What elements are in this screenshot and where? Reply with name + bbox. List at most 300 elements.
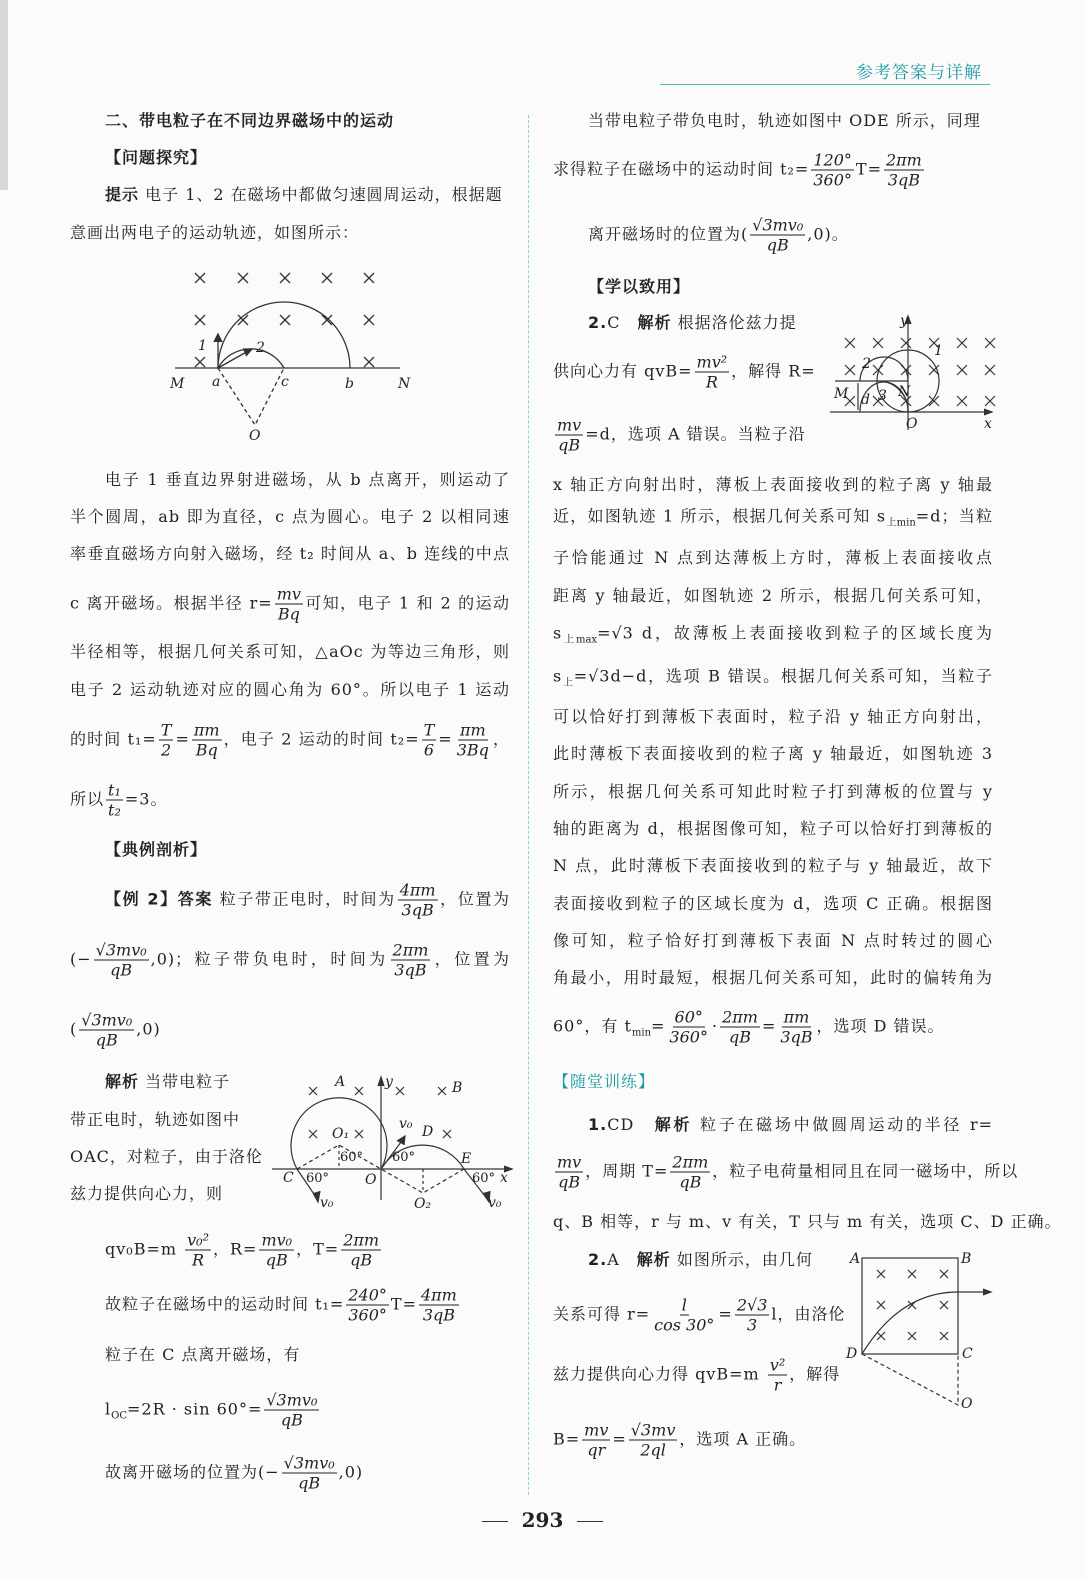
fraction [275, 585, 303, 624]
text-run: 半个圆周，ab 即为直径，c 点为圆心。电子 2 以相同速 [70, 507, 510, 526]
denominator: 360° [669, 1027, 708, 1047]
denominator: 360° [348, 1305, 387, 1325]
subscript: min [631, 1027, 652, 1039]
text-line [70, 223, 359, 243]
fraction [341, 1231, 381, 1270]
label-x: x [500, 1170, 508, 1186]
fraction [264, 1391, 319, 1430]
text-run: 粒子带正电时，时间为 [212, 889, 396, 909]
text-run: ，选项 D 错误。 [816, 1016, 945, 1036]
label-M: M [834, 386, 849, 402]
fraction [192, 721, 222, 760]
denominator: 360° [813, 170, 852, 190]
text-line [553, 586, 993, 606]
text-line [105, 881, 510, 920]
text-run: 粒子在磁场中做圆周运动的半径 r= [692, 1115, 993, 1134]
text-run: 所以 [70, 789, 105, 809]
numerator: 2√3 [736, 1295, 768, 1315]
fraction [778, 1008, 814, 1047]
fraction [106, 781, 123, 820]
fraction [419, 1286, 459, 1325]
text-run: ， [492, 729, 510, 749]
bold-label: 【例 2】答案 [105, 889, 213, 909]
denominator: 3qB [887, 170, 920, 190]
text-run: T= [390, 1294, 417, 1314]
text-run: 60°，有 t [553, 1016, 632, 1036]
text-run: ，粒子电荷量相同且在同一磁场中，所以 [712, 1161, 1019, 1181]
label-d: d [861, 392, 870, 408]
fraction [750, 216, 805, 255]
text-line [553, 782, 993, 802]
text-run: ，R= [213, 1239, 258, 1259]
text-line [553, 1152, 1019, 1192]
text-line [553, 1212, 1062, 1232]
fraction [94, 941, 149, 980]
text-run: = [175, 729, 190, 749]
label-track-3: 3 [878, 388, 887, 404]
text-run: ,0)；粒子带负电时，时间为 [150, 949, 389, 969]
field-cross-mark [364, 357, 374, 367]
text-run: 表面接收到粒子的区域长度为 d，选项 C 正确。根据图 [553, 894, 993, 913]
fraction [159, 721, 174, 760]
fraction [670, 1153, 710, 1192]
subscript: 上min [886, 517, 916, 529]
denominator: r [773, 1375, 782, 1395]
text-line [105, 1345, 300, 1365]
fraction [391, 941, 431, 980]
text-run: 兹力提供向心力得 qvB=m [553, 1364, 766, 1384]
denominator: 3qB [780, 1027, 813, 1047]
field-cross-mark [985, 338, 995, 348]
text-run: OAC，对粒子，由于洛伦 [70, 1147, 263, 1166]
label-track-1: 1 [198, 338, 207, 354]
text-line [105, 1391, 321, 1430]
bold-label: 解析 [105, 1072, 140, 1091]
label-M: M [170, 376, 185, 392]
numerator: 2πm [343, 1230, 380, 1250]
denominator: 3qB [401, 900, 434, 920]
text-line [553, 548, 993, 568]
text-run: =d，选项 A 错误。当粒子沿 [585, 424, 806, 444]
text-line [553, 856, 993, 876]
text-run: = [651, 1016, 666, 1036]
text-run: l，由洛伦 [771, 1304, 846, 1324]
angle-e: 60° [472, 1171, 496, 1186]
numerator: 2πm [672, 1152, 709, 1172]
text-run: 距离 y 轴最近，如图轨迹 2 所示，根据几何关系可知， [553, 586, 993, 605]
text-run: C [607, 313, 638, 332]
bold-label: 二、带电粒子在不同边界磁场中的运动 [105, 111, 395, 130]
text-line [70, 1110, 240, 1130]
bold-label: 2. [588, 1250, 608, 1269]
text-run: CD [607, 1115, 655, 1134]
text-run: 可以恰好打到薄板下表面时，粒子沿 y 轴正方向射出， [553, 707, 993, 726]
text-run: ，选项 A 正确。 [679, 1429, 807, 1449]
label-b: b [345, 376, 354, 392]
text-run: =2R · sin 60°= [126, 1399, 263, 1419]
text-run: 近，如图轨迹 1 所示，根据几何关系可知 s [553, 506, 887, 526]
fraction [768, 1356, 787, 1395]
text-line [553, 624, 993, 651]
subscript: 上max [562, 634, 598, 646]
text-line [553, 1356, 840, 1395]
text-line [588, 216, 849, 255]
text-run: = [718, 1304, 733, 1324]
label-B: B [961, 1251, 972, 1267]
numerator: v₀² [187, 1230, 209, 1250]
text-line [70, 642, 510, 662]
text-run: N 点，此时薄板下表面接收到的粒子与 y 轴最近，故下 [553, 856, 993, 875]
denominator: qB [766, 235, 789, 255]
label-O: O [906, 416, 918, 432]
numerator: l [681, 1295, 687, 1315]
field-cross-mark [364, 273, 374, 283]
text-run: =√3d−d，选项 B 错误。根据几何关系可知，当粒子 [573, 666, 994, 686]
fraction [555, 416, 583, 455]
denominator: qB [729, 1027, 751, 1047]
bold-label: 解析 [637, 313, 672, 332]
numerator: 2πm [722, 1007, 758, 1027]
field-cross-mark [195, 357, 205, 367]
label-N: N [898, 384, 911, 400]
text-run: 兹力提供向心力，则 [70, 1184, 224, 1203]
numerator: √3mv₀ [266, 1390, 318, 1410]
label-c: c [281, 374, 289, 390]
denominator: Bq [277, 604, 300, 624]
fraction [735, 1296, 770, 1335]
denominator: R [705, 372, 718, 392]
label-O: O [365, 1172, 377, 1188]
text-line [588, 1115, 993, 1135]
label-C: C [962, 1346, 973, 1362]
text-line [70, 1011, 161, 1050]
fraction [422, 721, 437, 760]
numerator: 120° [813, 150, 852, 170]
text-run: q、B 相等，r 与 m、v 有关，T 只与 m 有关，选项 C、D 正确。 [553, 1212, 1062, 1231]
numerator: 60° [674, 1007, 703, 1027]
denominator: qB [350, 1250, 373, 1270]
denominator: Bq [195, 740, 218, 760]
label-D: D [846, 1346, 858, 1362]
bold-label: 提示 [105, 185, 140, 204]
text-line [70, 507, 510, 527]
text-run: 电子 2 运动轨迹对应的圆心角为 60°。所以电子 1 运动 [70, 680, 510, 699]
text-line [553, 931, 993, 951]
text-line [588, 277, 690, 297]
header-title: 参考答案与详解 [856, 63, 982, 83]
text-run: s [553, 623, 563, 643]
label-E: E [461, 1151, 472, 1167]
numerator: T [160, 720, 172, 740]
denominator: t₂ [108, 800, 121, 820]
bold-label: 【问题探究】 [105, 148, 208, 167]
numerator: mv [557, 1152, 582, 1172]
label-O1: O₁ [332, 1126, 350, 1142]
text-line [105, 148, 207, 168]
field-cross-mark [322, 315, 332, 325]
text-run: 故离开磁场的位置为(− [105, 1462, 280, 1482]
text-line [105, 470, 510, 490]
label-O: O [249, 428, 261, 444]
fraction [555, 1153, 583, 1192]
text-line [553, 1072, 655, 1092]
text-line [553, 507, 993, 534]
numerator: 240° [348, 1285, 387, 1305]
page-number-text: 293 [521, 1508, 564, 1532]
text-run: = [761, 1016, 777, 1036]
numerator: mv² [696, 352, 728, 372]
text-run: ，T= [296, 1239, 340, 1259]
denominator: qr [587, 1440, 606, 1460]
text-run: 所示，根据几何关系可知此时粒子打到薄板的位置与 y [553, 782, 993, 801]
text-run: = [612, 1429, 627, 1449]
numerator: πm [193, 720, 220, 740]
text-run: c 离开磁场。根据半径 r= [70, 593, 273, 613]
numerator: 2πm [885, 150, 922, 170]
denominator: cos 30° [654, 1315, 715, 1335]
text-line [70, 1184, 223, 1204]
bold-label: 2. [588, 313, 608, 332]
numerator: T [423, 720, 435, 740]
text-line [553, 968, 993, 988]
field-cross-mark [280, 273, 290, 283]
subscript: 上 [562, 677, 574, 689]
label-track-2: 2 [256, 340, 265, 356]
text-run: B= [553, 1429, 581, 1449]
page-number [0, 1508, 1085, 1532]
label-A: A [850, 1251, 861, 1267]
text-run: 当带电粒子带负电时，轨迹如图中 ODE 所示，同理 [588, 111, 981, 130]
text-run: (− [70, 949, 92, 969]
text-run: 故粒子在磁场中的运动时间 t₁= [105, 1294, 345, 1314]
text-line [553, 1008, 945, 1047]
field-cross-mark [957, 396, 967, 406]
fraction [695, 353, 730, 392]
text-line [105, 111, 394, 131]
label-D: D [422, 1124, 434, 1140]
header-rule [660, 84, 990, 85]
denominator: qB [558, 435, 581, 455]
label-O2: O₂ [414, 1196, 432, 1212]
denominator: qB [110, 960, 133, 980]
numerator: v² [769, 1355, 786, 1375]
text-run: ，周期 T= [585, 1161, 669, 1181]
denominator: qB [95, 1030, 118, 1050]
numerator: 4πm [420, 1285, 457, 1305]
denominator: 2 [161, 740, 172, 760]
text-line [553, 744, 993, 764]
text-line [553, 819, 993, 839]
fraction [667, 1008, 710, 1047]
text-line [553, 475, 993, 495]
text-line [70, 544, 510, 564]
text-run: ( [70, 1019, 78, 1039]
scan-edge [0, 0, 8, 190]
subscript: OC [111, 1410, 127, 1422]
fraction [79, 1011, 134, 1050]
denominator: 3Bq [456, 740, 489, 760]
text-run: =3。 [124, 789, 168, 809]
numerator: mv [584, 1420, 609, 1440]
fraction [455, 721, 491, 760]
field-cross-mark [364, 315, 374, 325]
numerator: √3mv [630, 1420, 676, 1440]
denominator: qB [298, 1473, 321, 1493]
text-run: 如图所示，由几何 [670, 1250, 813, 1269]
denominator: 2ql [640, 1440, 666, 1460]
numerator: √3mv₀ [752, 215, 804, 235]
numerator: t₁ [108, 780, 121, 800]
text-line [105, 1072, 230, 1092]
fraction [811, 151, 854, 190]
text-run: ,0)。 [807, 224, 849, 244]
label-track-1: 1 [934, 343, 943, 359]
fraction [629, 1421, 678, 1460]
label-y: y [385, 1074, 393, 1090]
label-O: O [961, 1396, 973, 1412]
bold-label: 1. [588, 1115, 608, 1134]
fraction [398, 881, 438, 920]
text-line [105, 1454, 363, 1493]
field-cross-mark [957, 338, 967, 348]
field-cross-mark [985, 396, 995, 406]
denominator: 3 [747, 1315, 758, 1335]
text-line [553, 1296, 846, 1335]
text-run: 根据洛伦兹力提 [671, 313, 797, 332]
text-line [105, 1286, 461, 1325]
text-run: 带正电时，轨迹如图中 [70, 1110, 241, 1129]
fraction [346, 1286, 389, 1325]
text-line [70, 585, 510, 624]
fraction [185, 1231, 211, 1270]
text-line [70, 721, 510, 760]
denominator: qB [679, 1172, 702, 1192]
text-line [553, 151, 926, 190]
fraction [884, 151, 924, 190]
numerator: mv [276, 584, 301, 604]
text-run: 角最小，用时最短，根据几何关系可知，此时的偏转角为 [553, 968, 993, 987]
text-line [105, 1231, 383, 1270]
text-line [70, 781, 167, 820]
text-run: 子恰能通过 N 点到达薄板上方时，薄板上表面接收点 [553, 548, 993, 567]
text-line [588, 313, 797, 333]
label-B: B [452, 1080, 463, 1096]
field-cross-mark [280, 315, 290, 325]
field-cross-mark [873, 338, 883, 348]
label-x: x [984, 416, 992, 432]
text-run: ，电子 2 运动的时间 t₂= [223, 729, 420, 749]
fraction [282, 1454, 337, 1493]
label-v0: v₀ [399, 1116, 413, 1132]
text-run: =d；当粒 [915, 506, 993, 526]
field-cross-mark [845, 365, 855, 375]
text-run: 的时间 t₁= [70, 729, 157, 749]
bold-label: 解析 [636, 1250, 671, 1269]
text-run: 轴的距离为 d，根据图像可知，粒子可以恰好打到薄板的 [553, 819, 993, 838]
text-run: 此时薄板下表面接收到的粒子离 y 轴最近，如图轨迹 3 [553, 744, 993, 763]
label-y: y [900, 313, 908, 329]
fraction [259, 1231, 294, 1270]
label-v0-e: v₀ [488, 1195, 502, 1211]
denominator: qB [558, 1172, 581, 1192]
text-run: ，解得 R= [731, 361, 816, 381]
text-run: x 轴正方向射出时，薄板上表面接收到的粒子离 y 轴最 [553, 475, 993, 494]
denominator: 3qB [394, 960, 427, 980]
text-run: ,0) [338, 1462, 364, 1482]
label-track-2: 2 [862, 356, 871, 372]
numerator: 2πm [392, 940, 429, 960]
label-C: C [283, 1170, 294, 1186]
text-line [70, 1147, 263, 1167]
label-a: a [212, 374, 221, 390]
column-divider [528, 115, 529, 1495]
text-run: 电子 1、2 在磁场中都做匀速圆周运动，根据题 [139, 185, 503, 204]
text-run: 意画出两电子的运动轨迹，如图所示： [70, 223, 360, 242]
text-run: qv₀B=m [105, 1239, 184, 1259]
text-line [553, 894, 993, 914]
denominator: R [192, 1250, 205, 1270]
text-line [553, 1421, 806, 1460]
text-line [105, 185, 503, 205]
angle-o: 60° [392, 1150, 416, 1165]
field-cross-mark [322, 273, 332, 283]
text-run: 半径相等，根据几何关系可知，△aOc 为等边三角形，则 [70, 642, 510, 661]
text-run: 当带电粒子 [139, 1072, 231, 1091]
text-run: 粒子在 C 点离开磁场，有 [105, 1345, 301, 1364]
text-run: 像可知，粒子恰好打到薄板下表面 N 点时转过的圆心 [553, 931, 993, 950]
text-run: s [553, 666, 563, 686]
field-cross-mark [845, 338, 855, 348]
field-cross-mark [195, 273, 205, 283]
numerator: √3mv₀ [95, 940, 147, 960]
label-v0-c: v₀ [320, 1195, 334, 1211]
bold-label: 【典例剖析】 [105, 840, 208, 859]
field-cross-mark [957, 365, 967, 375]
text-run: ,0) [136, 1019, 161, 1039]
bold-label: 解析 [654, 1115, 693, 1134]
numerator: mv [557, 415, 582, 435]
text-line [553, 667, 993, 694]
text-run: =√3 d，故薄板上表面接收到粒子的区域长度为 [597, 623, 993, 643]
fraction [582, 1421, 610, 1460]
denominator: 3qB [422, 1305, 455, 1325]
text-run: 关系可得 r= [553, 1304, 651, 1324]
numerator: 4πm [399, 880, 436, 900]
field-cross-mark [195, 315, 205, 325]
text-run: 电子 1 垂直边界射进磁场，从 b 点离开，则运动了 [105, 470, 510, 489]
text-line [588, 111, 981, 131]
text-line [553, 707, 993, 727]
numerator: √3mv₀ [283, 1453, 335, 1473]
fraction [720, 1008, 760, 1047]
text-line [105, 840, 207, 860]
denominator: 6 [423, 740, 435, 760]
text-line [553, 353, 816, 392]
text-line [70, 941, 510, 980]
section-heading: 【随堂训练】 [553, 1072, 656, 1091]
field-cross-mark [238, 273, 248, 283]
numerator: √3mv₀ [81, 1010, 133, 1030]
numerator: πm [459, 720, 486, 740]
text-run: = [438, 729, 453, 749]
denominator: qB [280, 1410, 303, 1430]
text-line [553, 416, 806, 455]
label-A: A [335, 1074, 346, 1090]
text-run: l [105, 1399, 112, 1419]
text-run: 离开磁场时的位置为( [588, 224, 749, 244]
text-line [588, 1250, 813, 1270]
label-N: N [398, 376, 411, 392]
